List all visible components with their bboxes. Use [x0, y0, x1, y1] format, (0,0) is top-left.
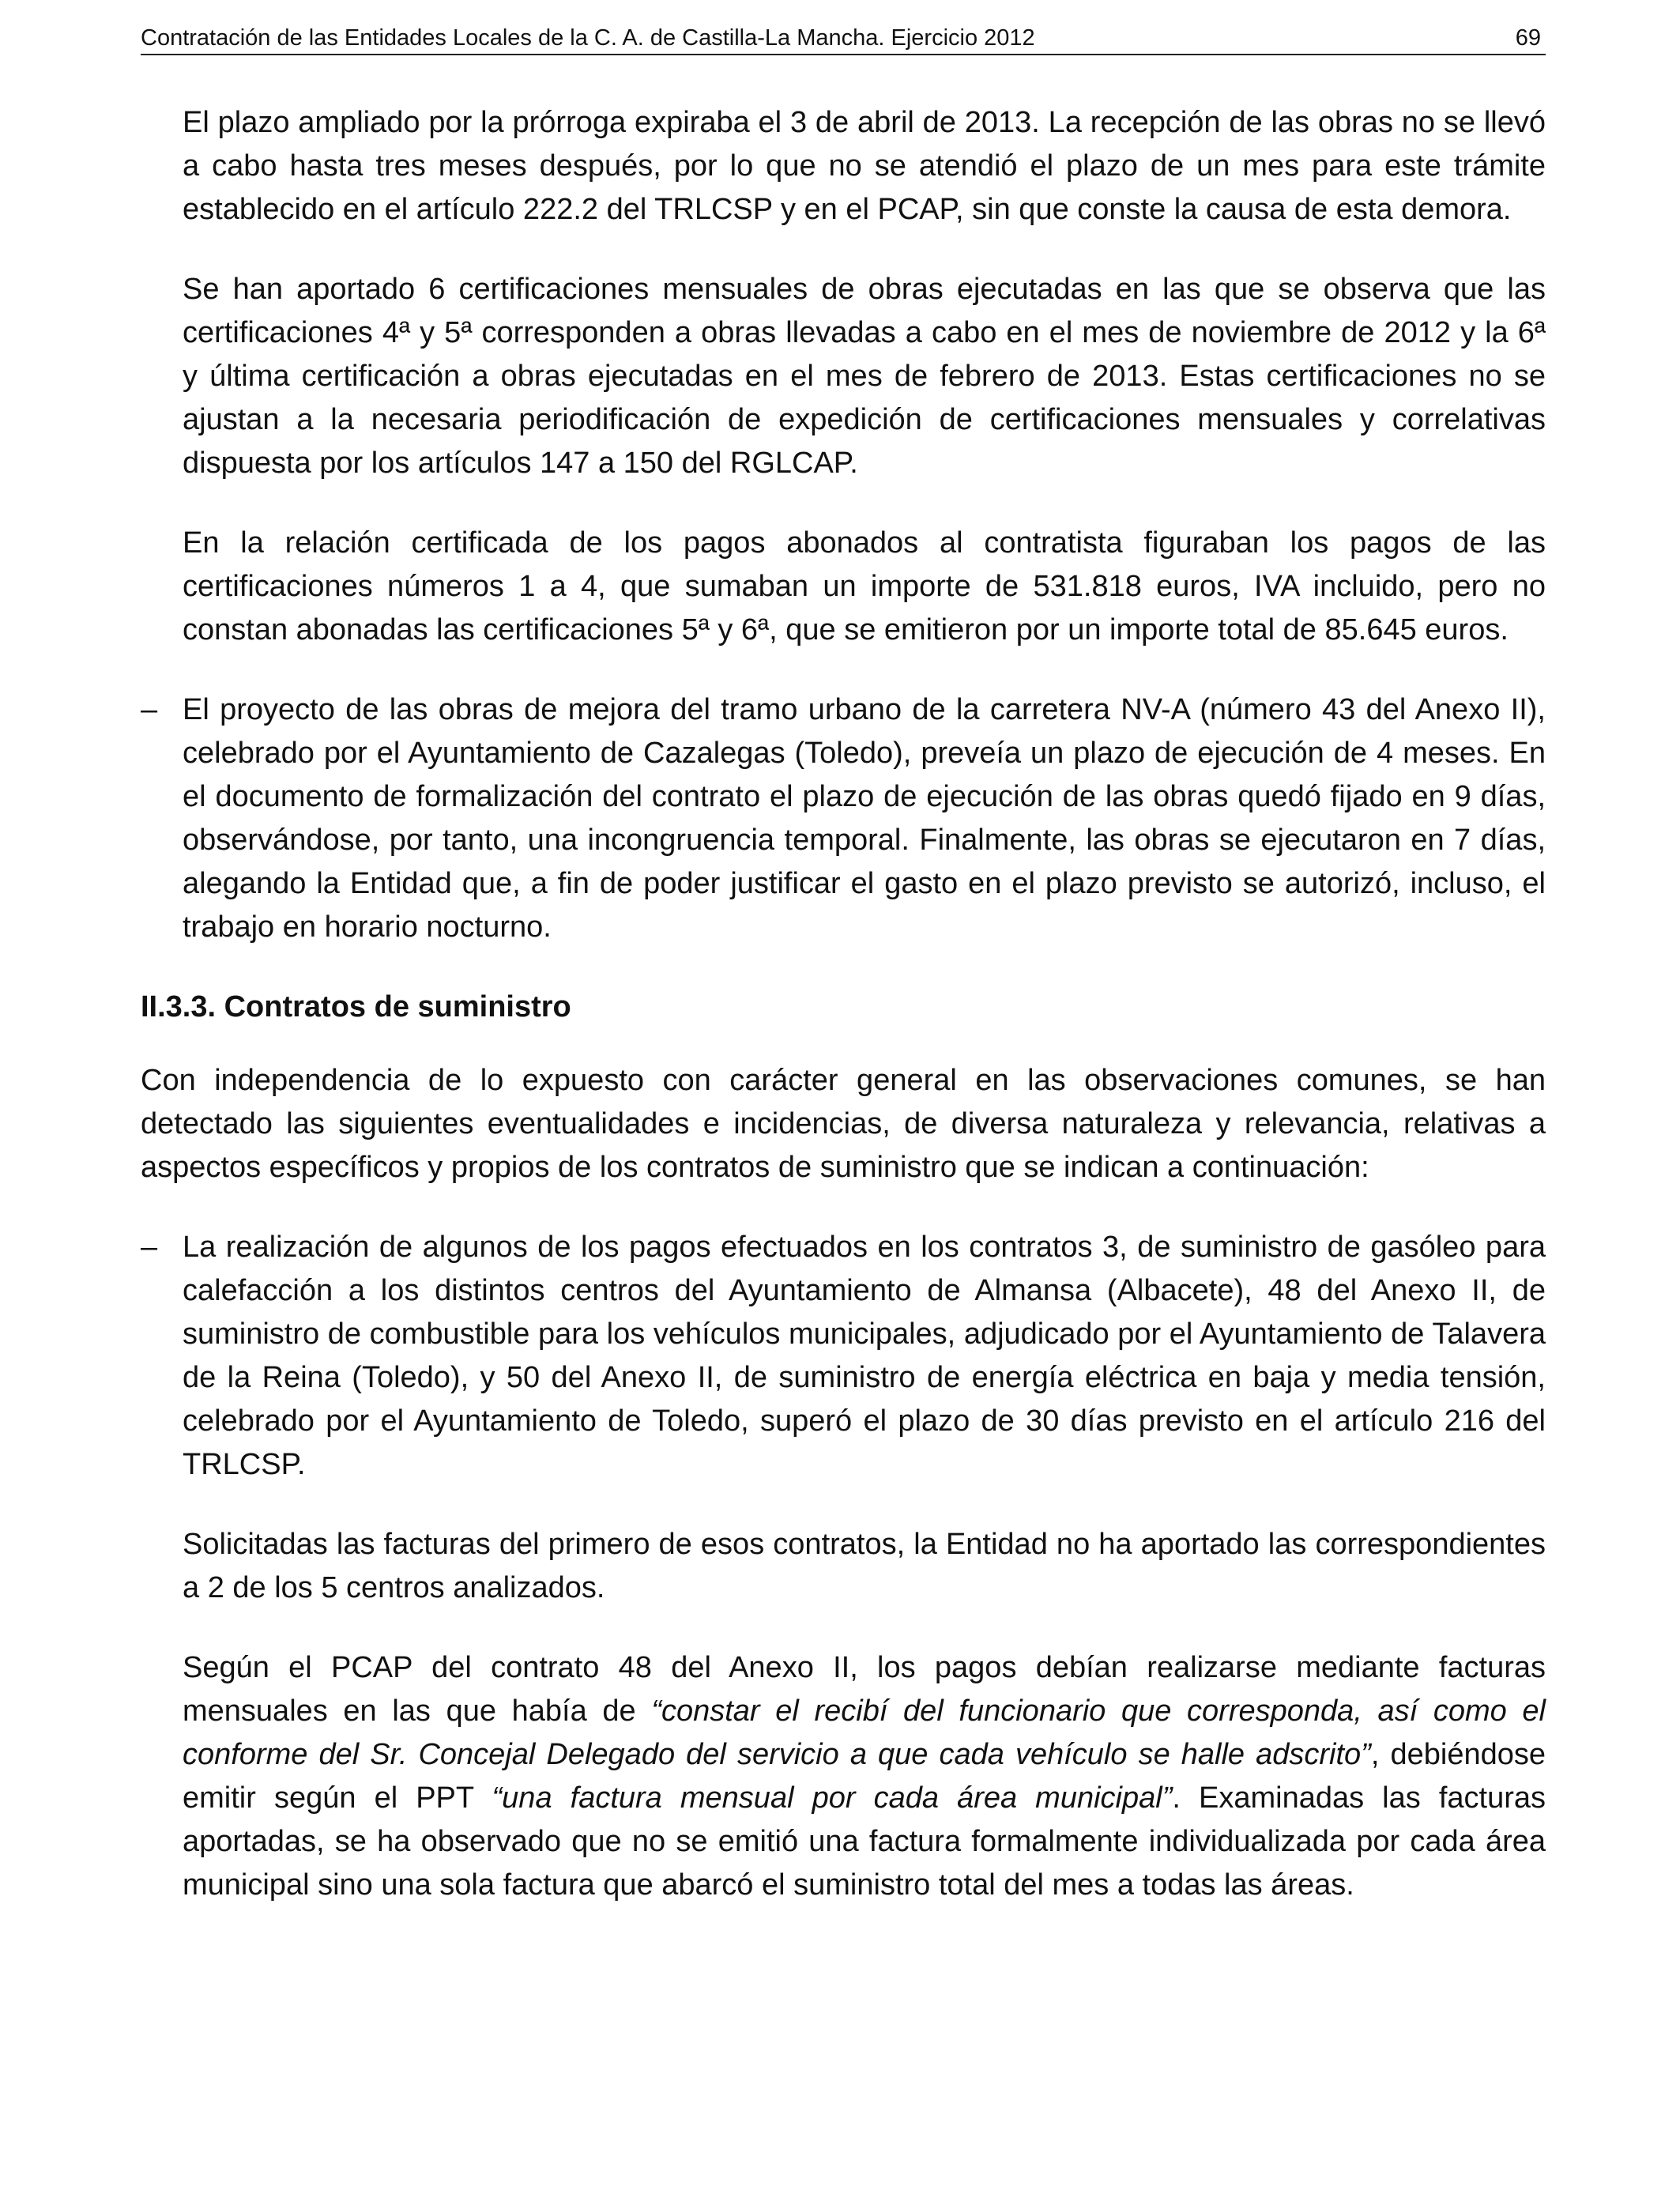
paragraph-pcap-contrato-48 — [183, 1646, 1546, 1907]
page-number: 69 — [1515, 25, 1541, 51]
quote-ppt: “una factura mensual por cada área municipal” — [492, 1781, 1173, 1815]
bullet-item-cazalegas — [141, 688, 1546, 949]
bullet-text-pagos-suministro: La realización de algunos de los pagos efectuados en los contratos 3, de suministro de gasóleo para calefacción a los distintos centros del Ayuntamiento de Almansa (Albacete), 48 del Anexo II, de suministro de combustible para los vehículos municipales, adjudicado por el Ayuntamiento de Talavera de la Reina (Toledo), y 50 del Anexo II, de suministro de energía eléctrica en baja y media tensión, celebrado por el Ayuntamiento de Toledo, superó el plazo de 30 días previsto en el artículo 216 del TRLCSP. — [183, 1231, 1546, 1481]
text-segment: . Examinadas las facturas aportadas, se ha observado que no se emitió una factura formalmente individualizada por cada área municipal sino una sola factura que abarcó el suministro total del mes a todas las áreas. — [183, 1781, 1546, 1902]
paragraph-intro-suministro: Con independencia de lo expuesto con carácter general en las observaciones comunes, se han detectado las siguientes eventualidades e incidencias, de diversa naturaleza y relevancia, relativas a aspectos específicos y propios de los contratos de suministro que se indican a continuación: — [141, 1064, 1546, 1184]
paragraph-facturas-solicitadas: Solicitadas las facturas del primero de esos contratos, la Entidad no ha aportado las correspondientes a 2 de los 5 centros analizados. — [183, 1528, 1546, 1604]
bullet-dash: – — [141, 693, 158, 726]
quote-pcap: “constar el recibí del funcionario que corresponda, así como el conforme del Sr. Concejal Delegado del servicio a que cada vehículo se halle adscrito” — [183, 1695, 1546, 1771]
header-title: Contratación de las Entidades Locales de la C. A. de Castilla-La Mancha. Ejercicio 2012 — [141, 25, 1035, 51]
paragraph-plazo-ampliado: El plazo ampliado por la prórroga expiraba el 3 de abril de 2013. La recepción de las obras no se llevó a cabo hasta tres meses después, por lo que no se atendió el plazo de un mes para este trámite establecido en el artículo 222.2 del TRLCSP y en el PCAP, sin que conste la causa de esta demora. — [183, 106, 1546, 226]
bullet-item-pagos-suministro — [141, 1226, 1546, 1487]
text-segment: , debiéndose emitir según el PPT — [183, 1738, 1546, 1815]
running-header — [141, 22, 1546, 55]
bullet-dash: – — [141, 1231, 158, 1264]
paragraph-pagos-abonados: En la relación certificada de los pagos abonados al contratista figuraban los pagos de las certificaciones números 1 a 4, que sumaban un importe de 531.818 euros, IVA incluido, pero no constan abonadas las certificaciones 5ª y 6ª, que se emitieron por un importe total de 85.645 euros. — [183, 526, 1546, 647]
page-body — [141, 101, 1546, 1907]
text-segment: Según el PCAP del contrato 48 del Anexo II, los pagos debían realizarse mediante facturas mensuales en las que había de — [183, 1651, 1546, 1728]
section-heading: II.3.3. Contratos de suministro — [141, 990, 571, 1023]
bullet-text-cazalegas: El proyecto de las obras de mejora del tramo urbano de la carretera NV-A (número 43 del Anexo II), celebrado por el Ayuntamiento de Cazalegas (Toledo), preveía un plazo de ejecución de 4 meses. En el documento de formalización del contrato el plazo de ejecución de las obras quedó fijado en 9 días, observándose, por tanto, una incongruencia temporal. Finalmente, las obras se ejecutaron en 7 días, alegando la Entidad que, a fin de poder justificar el gasto en el plazo previsto se autorizó, incluso, el trabajo en horario nocturno. — [183, 693, 1546, 944]
paragraph-certificaciones: Se han aportado 6 certificaciones mensuales de obras ejecutadas en las que se observa que las certificaciones 4ª y 5ª corresponden a obras llevadas a cabo en el mes de noviembre de 2012 y la 6ª y última certificación a obras ejecutadas en el mes de febrero de 2013. Estas certificaciones no se ajustan a la necesaria periodificación de expedición de certificaciones mensuales y correlativas dispuesta por los artículos 147 a 150 del RGLCAP. — [183, 273, 1546, 480]
